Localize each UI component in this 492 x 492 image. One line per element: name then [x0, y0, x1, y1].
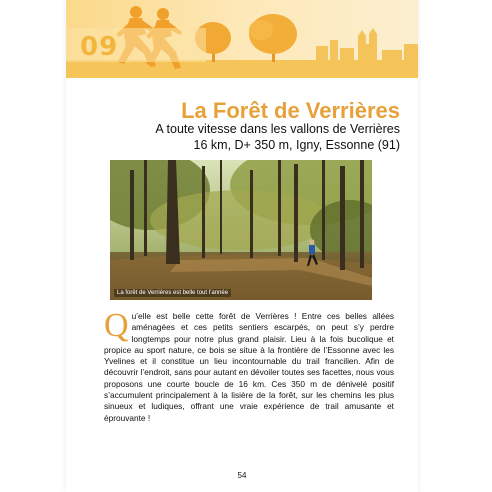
intro-text: u’elle est belle cette forêt de Verrières ! Entre ces belles allées aménagées et ces petits sentiers escarpés, on peut s’y perdre longtemps pour notre plus grand plaisir. Lieu à la fois bucolique et propice au sport nature, ce bois se situe à la frontière de l’Essonne avec les Yvelines et il constitue un lieu incontournable du trail francilien. Afin de découvrir l’endroit, sans pour autant en dévoiler toutes ses facettes, nous vous proposons une courte boucle de 16 km. Ces 350 m de dénivelé positif s’accumulent principalement à la lisière de la forêt, sur les chemins les plus sinueux et ludiques, offrant une vraie expérience de trail amusante et éprouvante !: [104, 311, 394, 423]
intro-paragraph: [104, 307, 394, 424]
chapter-number: 09: [80, 32, 119, 62]
forest-photo-image: [110, 160, 372, 300]
book-page: [66, 0, 418, 492]
chapter-title: La Forêt de Verrières: [181, 98, 400, 123]
chapter-banner: [66, 0, 418, 78]
chapter-subtitle: A toute vitesse dans les vallons de Verrières: [155, 122, 400, 136]
drop-cap: Q: [104, 307, 129, 344]
page-number: 54: [237, 471, 247, 480]
route-info: 16 km, D+ 350 m, Igny, Essonne (91): [193, 138, 400, 152]
photo-caption: La forêt de Verrières est belle tout l’année: [114, 289, 231, 297]
banner-illustration: [66, 0, 418, 78]
forest-photo: [110, 160, 372, 300]
